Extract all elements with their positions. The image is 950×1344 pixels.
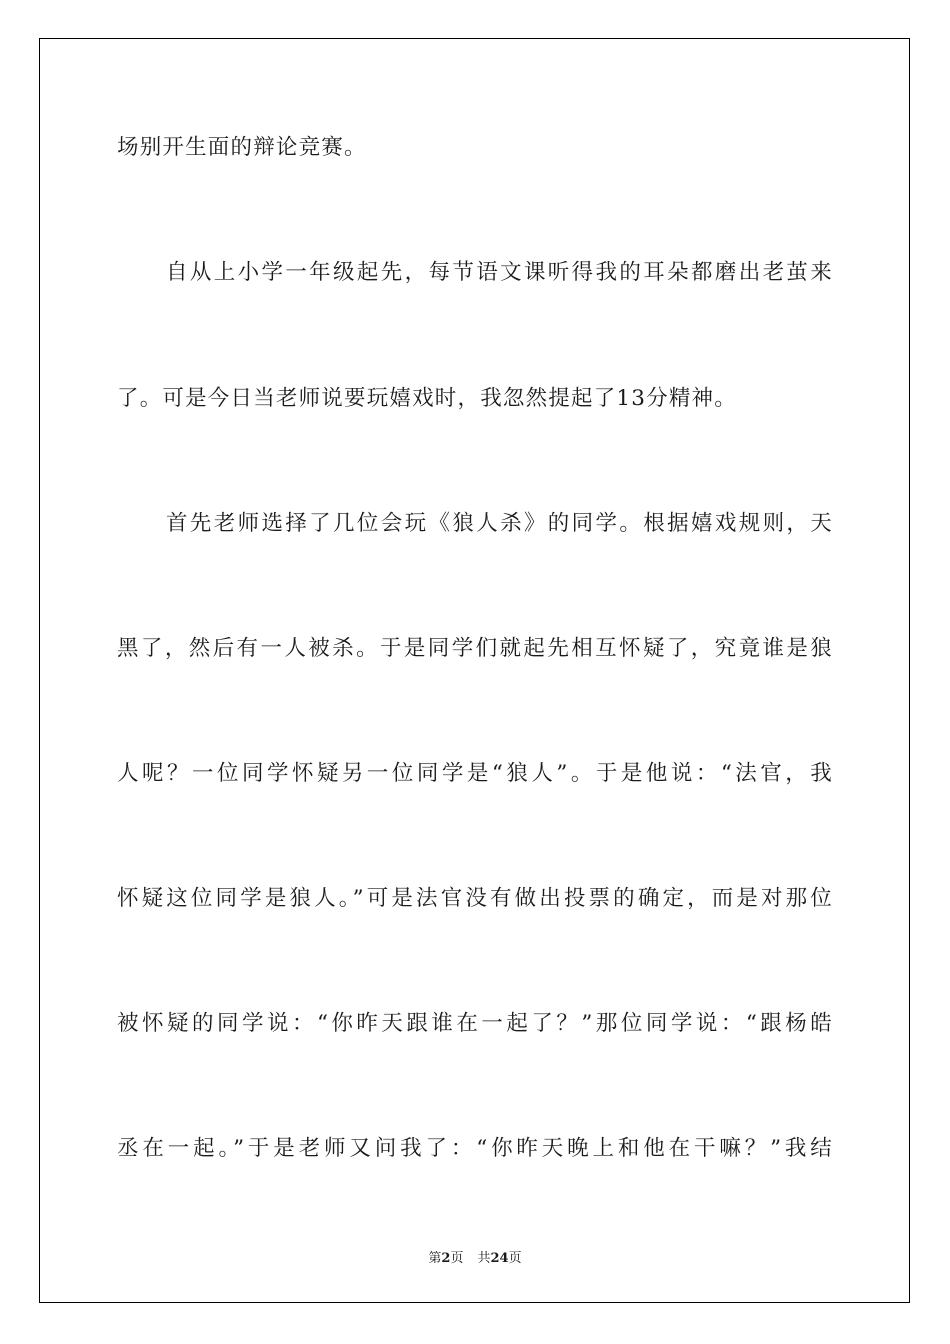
text-line-5: 黑了，然后有一人被杀。于是同学们就起先相互怀疑了，究竟谁是狼 bbox=[117, 636, 833, 661]
footer-total-prefix: 共 bbox=[477, 1251, 491, 1266]
text-line-8: 被怀疑的同学说：“你昨天跟谁在一起了？”那位同学说：“跟杨皓 bbox=[117, 1011, 833, 1036]
text-line-1: 场别开生面的辩论竞赛。 bbox=[117, 135, 367, 160]
text-line-2: 自从上小学一年级起先，每节语文课听得我的耳朵都磨出老茧来 bbox=[166, 260, 833, 285]
text-line-7: 怀疑这位同学是狼人。”可是法官没有做出投票的确定，而是对那位 bbox=[117, 886, 833, 911]
footer-total-suffix: 页 bbox=[508, 1251, 522, 1266]
page-border bbox=[39, 38, 910, 1303]
footer-total-number: 24 bbox=[490, 1251, 509, 1266]
footer-page-number: 2 bbox=[441, 1251, 451, 1266]
page-footer bbox=[0, 1247, 950, 1266]
text-line-4: 首先老师选择了几位会玩《狼人杀》的同学。根据嬉戏规则，天 bbox=[166, 511, 833, 536]
text-line-6: 人呢？一位同学怀疑另一位同学是“狼人”。于是他说：“法官，我 bbox=[117, 761, 833, 786]
text-line-9: 丞在一起。”于是老师又问我了：“你昨天晚上和他在干嘛？”我结 bbox=[117, 1136, 833, 1161]
footer-page-suffix: 页 bbox=[450, 1251, 464, 1266]
text-line-3: 了。可是今日当老师说要玩嬉戏时，我忽然提起了13分精神。 bbox=[117, 386, 737, 411]
footer-page-prefix: 第 bbox=[428, 1251, 442, 1266]
